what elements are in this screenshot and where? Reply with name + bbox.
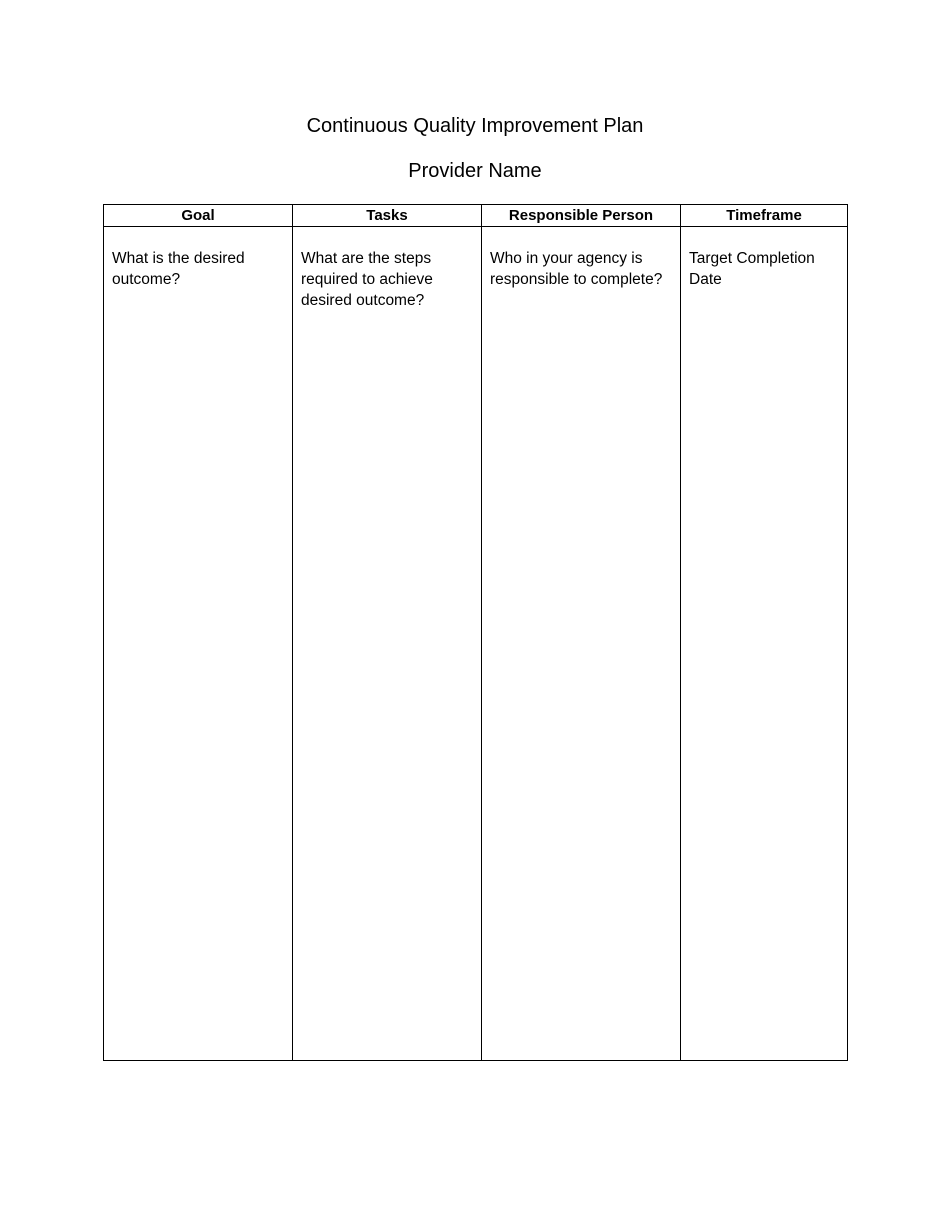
table-row bbox=[104, 227, 848, 1061]
provider-name-heading: Provider Name bbox=[408, 160, 542, 182]
header-tasks: Tasks bbox=[293, 205, 482, 227]
page-title: Continuous Quality Improvement Plan bbox=[306, 115, 644, 137]
tasks-cell[interactable]: What are the steps required to achieve desired outcome? bbox=[293, 227, 482, 1061]
header-goal: Goal bbox=[104, 205, 293, 227]
responsible-person-cell[interactable]: Who in your agency is responsible to complete? bbox=[482, 227, 681, 1061]
header-timeframe: Timeframe bbox=[681, 205, 848, 227]
table-header-row bbox=[104, 205, 848, 227]
timeframe-cell[interactable]: Target Completion Date bbox=[681, 227, 848, 1061]
header-responsible-person: Responsible Person bbox=[482, 205, 681, 227]
improvement-plan-table bbox=[103, 204, 848, 1061]
goal-cell[interactable]: What is the desired outcome? bbox=[104, 227, 293, 1061]
